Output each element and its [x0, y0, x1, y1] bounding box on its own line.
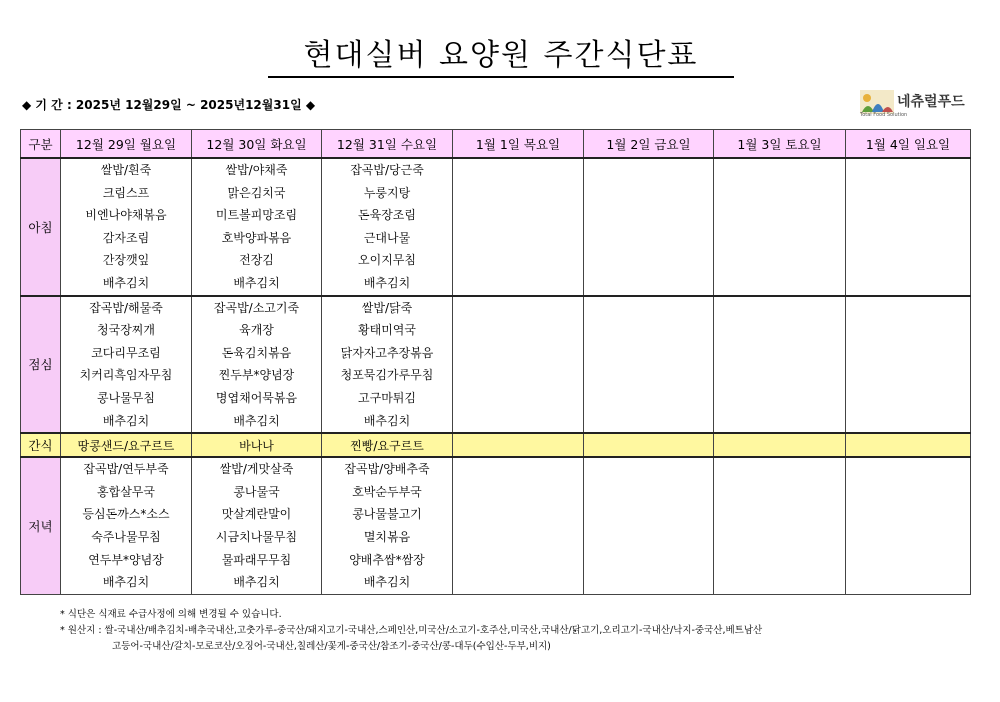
page-title: 현대실버 요양원 주간식단표 [268, 36, 734, 78]
menu-item: 누룽지탕 [363, 185, 411, 200]
meal-label-dinner: 저녁 [21, 457, 61, 594]
header-day-mon: 12월 29일 월요일 [61, 130, 192, 159]
menu-item: 근대나물 [363, 230, 411, 245]
dinner-sun [846, 457, 971, 594]
menu-item: 배추김치 [233, 413, 280, 428]
footnote-change-notice: * 식단은 식재료 수급사정에 의해 변경될 수 있습니다. [60, 609, 282, 620]
menu-item: 간장깻잎 [102, 253, 150, 268]
snack-sun [846, 433, 971, 457]
period-label: ◆ 기 간 : 2025년 12월29일 ~ 2025년12월31일 ◆ [22, 98, 316, 112]
menu-item: 코다리무조림 [91, 345, 161, 360]
meal-label-breakfast: 아침 [21, 158, 61, 296]
menu-item: 맑은김치국 [227, 185, 286, 200]
menu-item: 배추김치 [233, 275, 280, 290]
lunch-row [21, 296, 971, 434]
lunch-sat [714, 296, 846, 434]
menu-item: 쌀밥/야채죽 [225, 163, 288, 177]
footnotes [60, 607, 762, 655]
breakfast-sat [714, 158, 846, 296]
menu-item: 홍합살무국 [97, 484, 155, 499]
menu-item: 배추김치 [363, 575, 411, 590]
menu-item: 고구마튀김 [358, 390, 416, 405]
menu-item: 닭자자고추장볶음 [340, 345, 434, 360]
table-header-row [21, 130, 971, 159]
menu-item: 쌀밥/흰죽 [100, 163, 152, 177]
footnote-origin-cont: 고등어-국내산/갈치-모로코산/오징어-국내산,칠레산/꽃게-중국산/참조기-중국산/콩-대두(수입산-두부,비지) [112, 641, 551, 652]
menu-item: 맛살계란말이 [221, 507, 292, 522]
menu-item: 배추김치 [102, 575, 150, 590]
menu-item: 배추김치 [102, 413, 150, 428]
menu-item: 배추김치 [363, 413, 411, 428]
logo-tagline: Total Food Solution [860, 112, 908, 118]
menu-item: 잡곡밥/소고기죽 [213, 300, 300, 315]
menu-item: 잡곡밥/당근죽 [350, 163, 424, 177]
dinner-tue [192, 457, 322, 594]
menu-item: 육개장 [239, 323, 274, 338]
menu-item: 호박양파볶음 [221, 230, 292, 245]
menu-item: 연두부*양념장 [88, 552, 164, 567]
menu-item: 명엽채어묵볶음 [215, 390, 298, 405]
menu-item: 멸치볶음 [363, 529, 411, 544]
menu-item: 배추김치 [233, 575, 280, 590]
logo-name: 네츄럴푸드 [897, 94, 965, 110]
menu-item: 청포묵김가루무침 [340, 368, 434, 383]
menu-item: 오이지무침 [358, 253, 416, 268]
dinner-row [21, 457, 971, 594]
lunch-wed [322, 296, 453, 434]
menu-item: 황태미역국 [358, 323, 416, 338]
header-category: 구분 [21, 130, 61, 159]
breakfast-thu [453, 158, 584, 296]
lunch-tue [192, 296, 322, 434]
menu-item: 잡곡밥/양배추죽 [344, 462, 430, 477]
menu-item: 찐두부*양념장 [218, 368, 295, 383]
menu-item: 감자조림 [102, 230, 150, 245]
dinner-sat [714, 457, 846, 594]
menu-item: 시금치나물무침 [215, 529, 298, 544]
menu-item: 숙주나물무침 [91, 529, 161, 544]
menu-item: 돈육김치볶음 [221, 345, 292, 360]
menu-item: 치커리흑임자무침 [79, 368, 173, 383]
menu-item: 등심돈까스*소스 [82, 507, 170, 522]
lunch-sun [846, 296, 971, 434]
snack-sat [714, 433, 846, 457]
menu-item: 잡곡밥/해물죽 [89, 300, 163, 315]
dinner-fri [584, 457, 714, 594]
lunch-mon [61, 296, 192, 434]
dinner-wed [322, 457, 453, 594]
lunch-thu [453, 296, 584, 434]
dinner-mon [61, 457, 192, 594]
meal-label-snack: 간식 [21, 433, 61, 457]
menu-item: 미트볼피망조림 [215, 208, 298, 223]
menu-item: 돈육장조림 [358, 208, 416, 223]
breakfast-sun [846, 158, 971, 296]
menu-item: 물파래무무침 [221, 552, 292, 567]
meal-label-lunch: 점심 [21, 296, 61, 434]
dinner-thu [453, 457, 584, 594]
snack-wed: 찐빵/요구르트 [322, 433, 453, 457]
logo-mark-icon [860, 90, 894, 114]
header-day-tue: 12월 30일 화요일 [192, 130, 322, 159]
weekly-menu-table [20, 129, 971, 595]
breakfast-mon [61, 158, 192, 296]
menu-item: 청국장찌개 [97, 323, 155, 338]
menu-item: 쌀밥/닭죽 [361, 300, 413, 315]
menu-item: 크림스프 [102, 185, 150, 200]
footnote-origin: * 원산지 : 쌀-국내산/배추김치-배추국내산,고춧가루-중국산/돼지고기-국내산,스페인산,미국산/소고기-호주산,미국산,국내산/닭고기,오리고기-국내산/낙지-중국산,베트남산 [60, 625, 763, 636]
menu-item: 비엔나야채볶음 [85, 208, 167, 223]
menu-item: 잡곡밥/연두부죽 [83, 462, 169, 477]
header-day-sun: 1월 4일 일요일 [846, 130, 971, 159]
company-logo [860, 88, 980, 118]
breakfast-tue [192, 158, 322, 296]
header-day-fri: 1월 2일 금요일 [584, 130, 714, 159]
breakfast-wed [322, 158, 453, 296]
menu-item: 콩나물국 [233, 484, 280, 499]
header-day-wed: 12월 31일 수요일 [322, 130, 453, 159]
snack-mon: 땅콩샌드/요구르트 [61, 433, 192, 457]
breakfast-fri [584, 158, 714, 296]
breakfast-row [21, 158, 971, 296]
lunch-fri [584, 296, 714, 434]
menu-item: 콩나물무침 [97, 390, 155, 405]
menu-item: 전장김 [239, 253, 274, 268]
snack-fri [584, 433, 714, 457]
menu-item: 배추김치 [102, 275, 150, 290]
snack-row [21, 433, 971, 457]
snack-tue: 바나나 [192, 433, 322, 457]
menu-item: 쌀밥/게맛살죽 [219, 462, 294, 477]
menu-item: 양배추쌈*쌈장 [349, 552, 425, 567]
header-day-sat: 1월 3일 토요일 [714, 130, 846, 159]
snack-thu [453, 433, 584, 457]
menu-item: 배추김치 [363, 275, 411, 290]
menu-item: 호박순두부국 [352, 484, 422, 499]
header-day-thu: 1월 1일 목요일 [453, 130, 584, 159]
menu-item: 콩나물불고기 [352, 507, 422, 522]
